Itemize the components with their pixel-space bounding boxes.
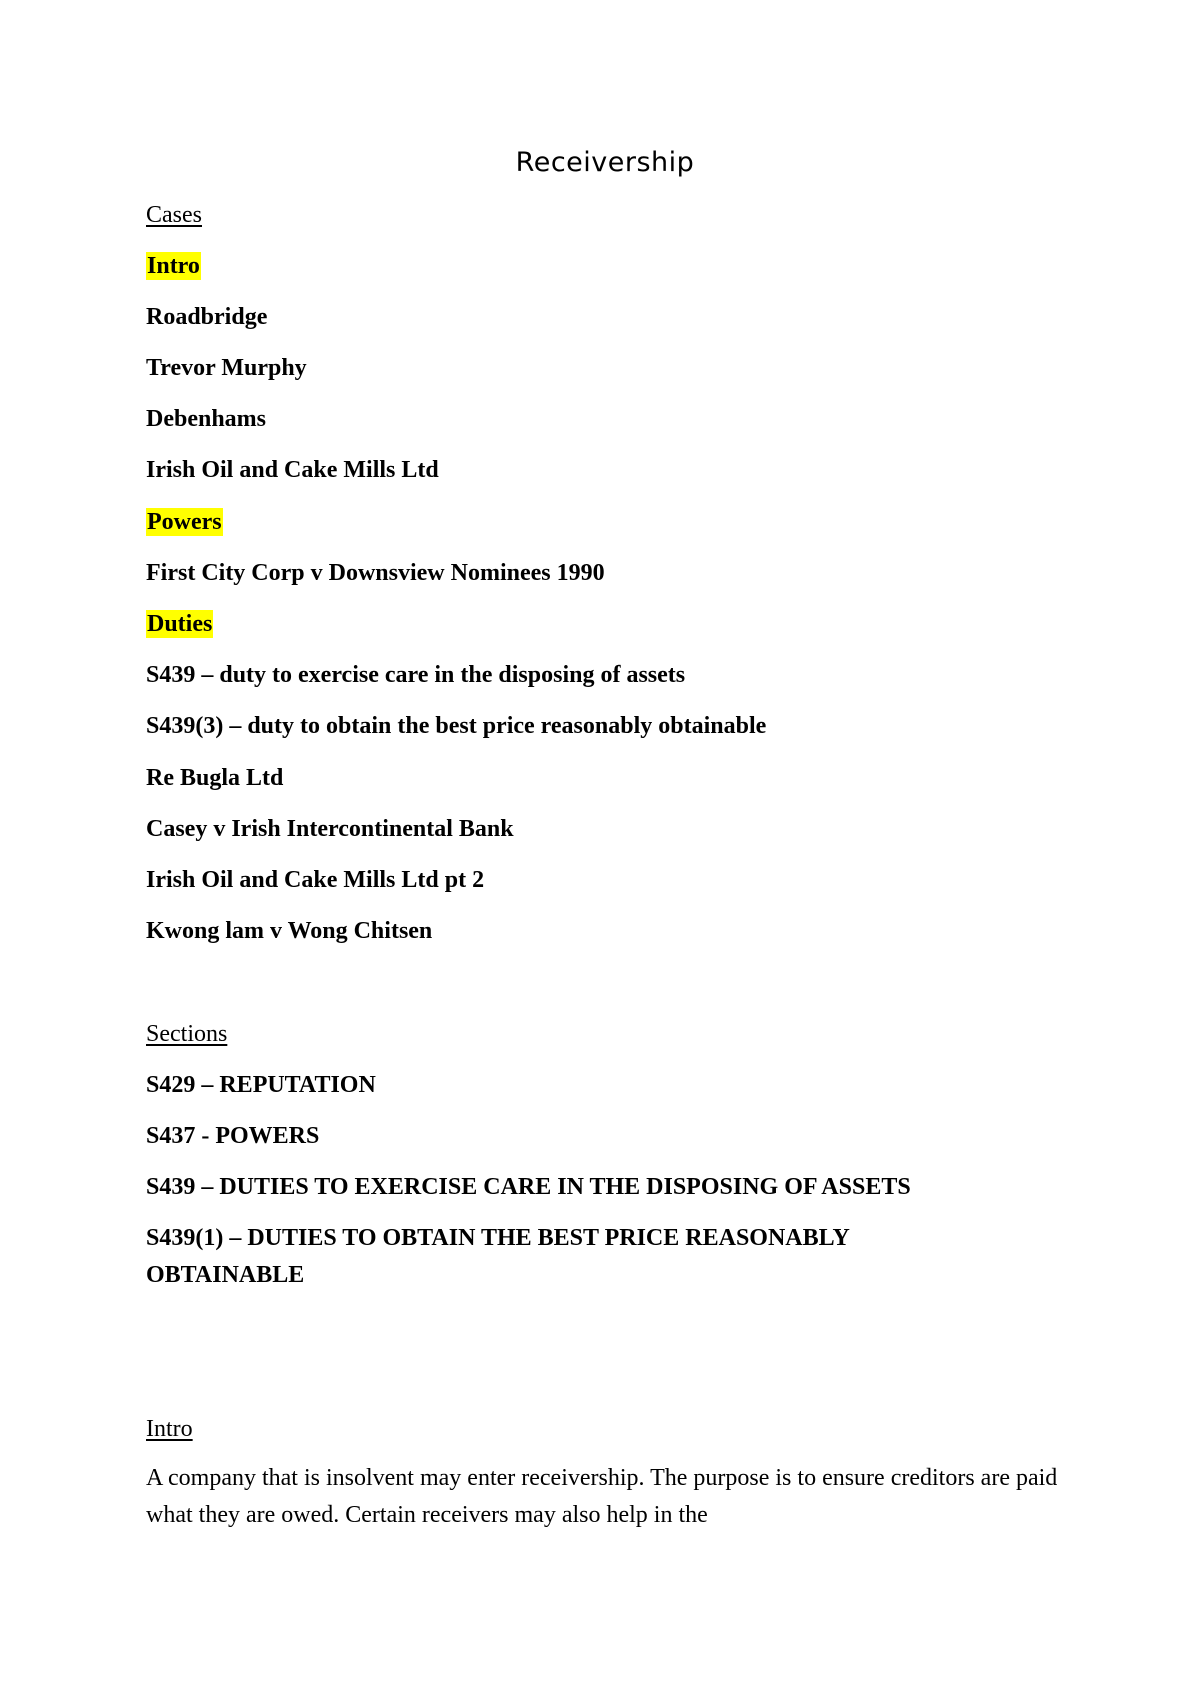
case-item: Irish Oil and Cake Mills Ltd pt 2	[146, 867, 485, 893]
case-item: Kwong lam v Wong Chitsen	[146, 918, 433, 944]
case-item: First City Corp v Downsview Nominees 1990	[146, 560, 605, 586]
section-item: S429 – REPUTATION	[146, 1072, 376, 1098]
case-item: Casey v Irish Intercontinental Bank	[146, 816, 514, 842]
case-item: S439 – duty to exercise care in the disposing of assets	[146, 662, 686, 688]
powers-label	[146, 506, 223, 538]
powers-label-highlight: Powers	[147, 509, 222, 535]
intro-paragraph: A company that is insolvent may enter receivership. The purpose is to ensure creditors are paid what they are owed. Certain receivers may also help in the	[146, 1465, 1058, 1528]
case-item: Irish Oil and Cake Mills Ltd	[146, 457, 439, 483]
duties-label-highlight: Duties	[147, 611, 213, 637]
section-item-continued: OBTAINABLE	[146, 1262, 305, 1288]
cases-heading: Cases	[146, 202, 202, 228]
section-item: S437 - POWERS	[146, 1123, 320, 1149]
case-item: S439(3) – duty to obtain the best price reasonably obtainable	[146, 713, 767, 739]
intro-label	[146, 250, 201, 282]
page-title: Receivership	[515, 147, 695, 178]
section-item: S439(1) – DUTIES TO OBTAIN THE BEST PRICE REASONABLY	[146, 1225, 850, 1251]
case-item: Roadbridge	[146, 304, 268, 330]
case-item: Re Bugla Ltd	[146, 765, 284, 791]
intro-label-highlight: Intro	[147, 253, 200, 279]
section-item: S439 – DUTIES TO EXERCISE CARE IN THE DISPOSING OF ASSETS	[146, 1174, 911, 1200]
case-item: Debenhams	[146, 406, 267, 432]
intro-heading: Intro	[146, 1416, 193, 1442]
case-item: Trevor Murphy	[146, 355, 307, 381]
duties-label	[146, 608, 213, 640]
sections-heading: Sections	[146, 1021, 228, 1047]
